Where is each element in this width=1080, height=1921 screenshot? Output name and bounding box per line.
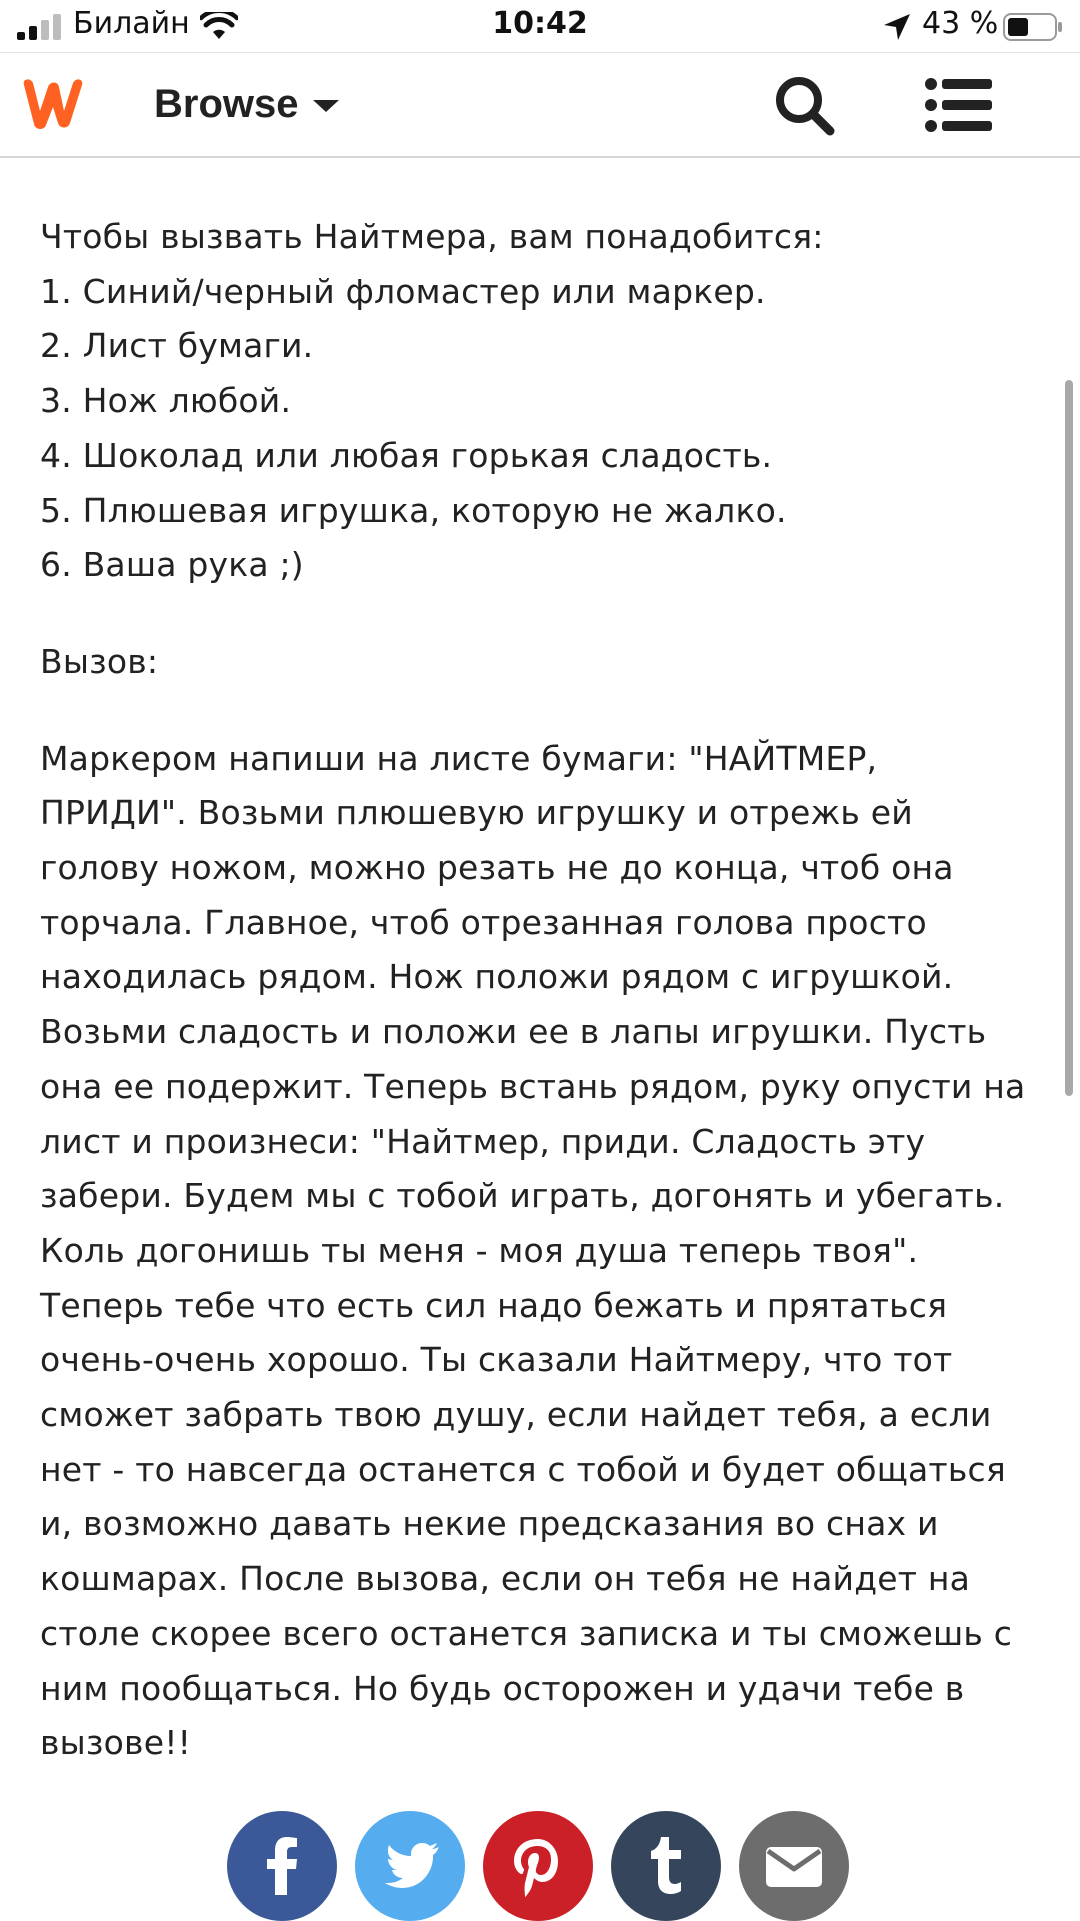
paragraph-line: вызове!! xyxy=(40,1723,192,1763)
paragraph-line: кошмарах. После вызова, если он тебя не найдет на xyxy=(40,1559,971,1599)
summon-paragraph xyxy=(40,732,1040,1771)
paragraph-line: Возьми сладость и положи ее в лапы игрушки. Пусть xyxy=(40,1012,987,1052)
facebook-icon xyxy=(227,1811,337,1921)
battery-icon xyxy=(1003,13,1063,41)
list-item: 3. Нож любой. xyxy=(40,381,292,421)
twitter-share-button[interactable] xyxy=(355,1811,465,1921)
twitter-icon xyxy=(355,1811,465,1921)
list-menu-icon[interactable] xyxy=(924,77,992,133)
chevron-down-icon xyxy=(313,100,339,112)
paragraph-line: ним пообщаться. Но будь осторожен и удачи тебе в xyxy=(40,1668,965,1708)
app-header xyxy=(0,53,1080,158)
location-arrow-icon xyxy=(882,12,912,42)
paragraph-line: торчала. Главное, чтоб отрезанная голова просто xyxy=(40,902,927,942)
paragraph-line: лист и произнеси: "Найтмер, приди. Сладость эту xyxy=(40,1121,926,1161)
pinterest-share-button[interactable] xyxy=(483,1811,593,1921)
browse-label: Browse xyxy=(154,81,299,126)
paragraph-line: очень-очень хорошо. Ты сказали Найтмеру, что тот xyxy=(40,1340,953,1380)
search-icon[interactable] xyxy=(772,73,838,139)
facebook-share-button[interactable] xyxy=(227,1811,337,1921)
carrier-name: Билайн xyxy=(73,6,190,41)
paragraph-line: нет - то навсегда останется с тобой и будет общаться xyxy=(40,1449,1006,1489)
list-item: 2. Лист бумаги. xyxy=(40,326,314,366)
scrollbar-thumb[interactable] xyxy=(1065,380,1073,1096)
battery-percentage: 43 % xyxy=(922,6,999,41)
list-item: 4. Шоколад или любая горькая сладость. xyxy=(40,435,773,475)
story-text xyxy=(40,210,1040,1771)
paragraph-line: она ее подержит. Теперь встань рядом, руку опусти на xyxy=(40,1066,1026,1106)
paragraph-line: Маркером напиши на листе бумаги: "НАЙТМЕР, xyxy=(40,738,878,778)
paragraph-line: и, возможно давать некие предсказания во снах и xyxy=(40,1504,939,1544)
list-item: 6. Ваша рука ;) xyxy=(40,545,304,585)
status-bar xyxy=(0,0,1080,53)
requirements-list xyxy=(40,265,1040,593)
paragraph-line: находилась рядом. Нож положи рядом с игрушкой. xyxy=(40,957,954,997)
paragraph-line: голову ножом, можно резать не до конца, чтоб она xyxy=(40,848,954,888)
wattpad-logo-icon[interactable] xyxy=(18,73,88,133)
share-buttons xyxy=(227,1811,852,1921)
pinterest-icon xyxy=(483,1811,593,1921)
paragraph-line: столе скорее всего останется записка и ты сможешь с xyxy=(40,1613,1013,1653)
tumblr-share-button[interactable] xyxy=(611,1811,721,1921)
requirements-heading: Чтобы вызвать Найтмера, вам понадобится: xyxy=(40,217,824,256)
paragraph-line: забери. Будем мы с тобой играть, догонять и убегать. xyxy=(40,1176,1005,1216)
browse-dropdown[interactable] xyxy=(154,79,339,129)
paragraph-line: сможет забрать твою душу, если найдет тебя, а если xyxy=(40,1395,992,1435)
paragraph-line: Коль догонишь ты меня - моя душа теперь твоя". xyxy=(40,1230,919,1270)
summon-heading: Вызов: xyxy=(40,641,159,681)
paragraph-line: ПРИДИ". Возьми плюшевую игрушку и отрежь ей xyxy=(40,793,913,833)
paragraph-line: Теперь тебе что есть сил надо бежать и прятаться xyxy=(40,1285,948,1325)
list-item: 1. Синий/черный фломастер или маркер. xyxy=(40,271,766,311)
tumblr-icon xyxy=(611,1811,721,1921)
list-item: 5. Плюшевая игрушка, которую не жалко. xyxy=(40,490,787,530)
clock: 10:42 xyxy=(492,6,588,41)
email-share-button[interactable] xyxy=(739,1811,849,1921)
mail-icon xyxy=(739,1811,849,1921)
